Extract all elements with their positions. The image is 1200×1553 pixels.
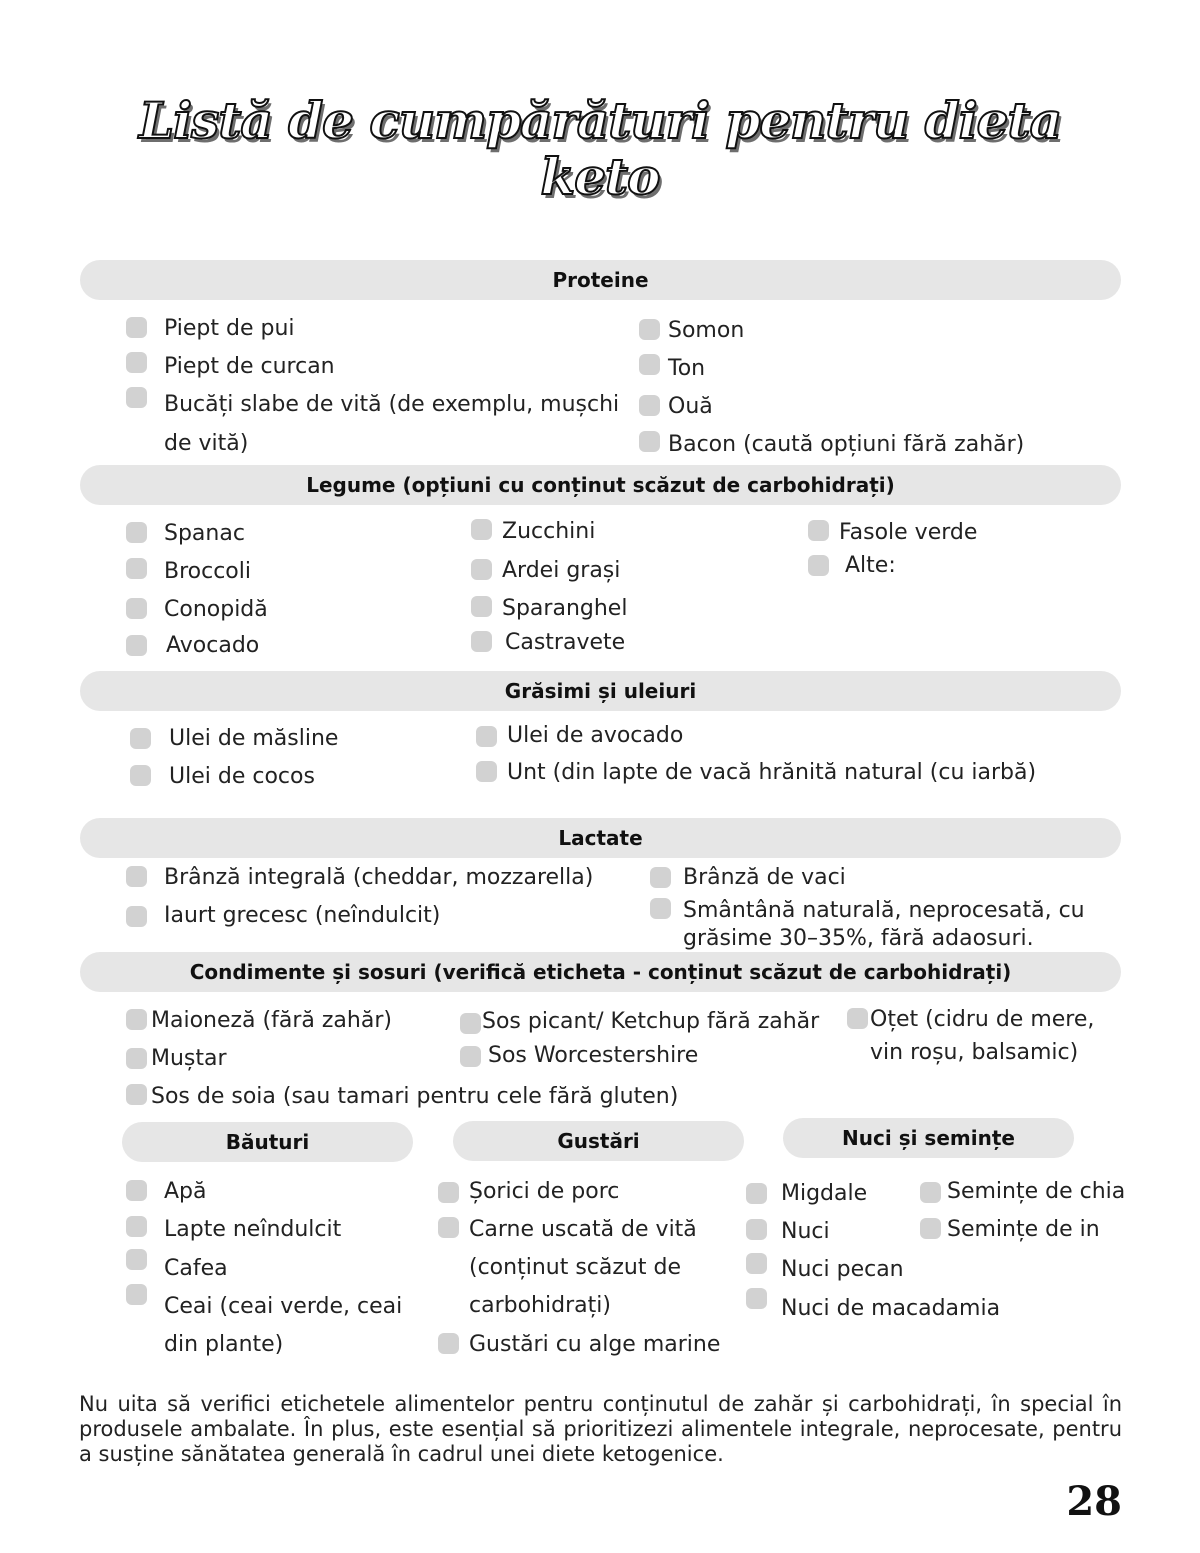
checkbox-fasole-verde[interactable]	[808, 520, 829, 541]
page-title-line-1: Listă de cumpărături pentru dieta	[139, 91, 1061, 150]
item-castravete: Castravete	[505, 630, 626, 655]
item-ceai-cont: din plante)	[164, 1332, 284, 1357]
item-piept-de-pui: Piept de pui	[164, 316, 295, 341]
footer-note: Nu uita să verifici etichetele alimentelor pentru conținutul de zahăr și carbohidrați, în special în produsele ambalate. În plus, este esențial să prioritizezi alimentele integrale, neprocesate, pentru a susține sănătatea generală în cadrul unei diete ketogenice.	[79, 1392, 1122, 1466]
item-otet: Oțet (cidru de mere,	[870, 1007, 1095, 1032]
item-ulei-cocos: Ulei de cocos	[169, 764, 315, 789]
checkbox-branza-vaci[interactable]	[650, 867, 671, 888]
section-heading-condimente: Condimente și sosuri (verifică eticheta - conținut scăzut de carbohidrați)	[80, 952, 1121, 992]
checkbox-ulei-masline[interactable]	[130, 728, 151, 749]
item-bucati-vita-cont: de vită)	[164, 431, 249, 456]
checkbox-somon[interactable]	[639, 319, 660, 340]
checkbox-sparanghel[interactable]	[471, 596, 492, 617]
section-heading-grasimi: Grăsimi și uleiuri	[80, 671, 1121, 711]
checkbox-seminte-chia[interactable]	[920, 1182, 941, 1203]
checkbox-piept-de-curcan[interactable]	[126, 352, 147, 373]
checkbox-mustar[interactable]	[126, 1048, 147, 1069]
checkbox-spanac[interactable]	[126, 522, 147, 543]
item-sos-picant: Sos picant/ Ketchup fără zahăr	[482, 1009, 820, 1034]
section-heading-lactate: Lactate	[80, 818, 1121, 858]
item-ceai: Ceai (ceai verde, ceai	[164, 1294, 403, 1319]
checkbox-alge-marine[interactable]	[438, 1333, 459, 1354]
checkbox-piept-de-pui[interactable]	[126, 317, 147, 338]
checkbox-sos-soia[interactable]	[126, 1084, 147, 1105]
page-title-line-2: keto	[540, 147, 660, 206]
item-alge-marine: Gustări cu alge marine	[469, 1332, 721, 1357]
checkbox-avocado[interactable]	[126, 635, 147, 656]
item-oua: Ouă	[668, 394, 713, 419]
item-unt: Unt (din lapte de vacă hrănită natural (cu iarbă)	[507, 760, 1037, 785]
item-smantana-cont: grăsime 30–35%, fără adaosuri.	[683, 926, 1034, 951]
checkbox-sorici[interactable]	[438, 1182, 459, 1203]
checkbox-apa[interactable]	[126, 1180, 147, 1201]
item-iaurt-grecesc: Iaurt grecesc (neîndulcit)	[164, 903, 441, 928]
item-somon: Somon	[668, 318, 745, 343]
item-otet-cont: vin roșu, balsamic)	[870, 1040, 1079, 1065]
item-mustar: Muștar	[151, 1046, 227, 1071]
checkbox-branza-integrala[interactable]	[126, 866, 147, 887]
checkbox-sos-worcestershire[interactable]	[460, 1046, 481, 1067]
section-heading-legume: Legume (opțiuni cu conținut scăzut de carbohidrați)	[80, 465, 1121, 505]
checkbox-iaurt-grecesc[interactable]	[126, 906, 147, 927]
item-spanac: Spanac	[164, 521, 245, 546]
checkbox-lapte[interactable]	[126, 1216, 147, 1237]
checkbox-broccoli[interactable]	[126, 558, 147, 579]
checkbox-maioneza[interactable]	[126, 1009, 147, 1030]
checkbox-oua[interactable]	[639, 395, 660, 416]
section-heading-bauturi: Băuturi	[122, 1122, 413, 1162]
item-nuci-macadamia: Nuci de macadamia	[781, 1296, 1001, 1321]
item-ardei-grasi: Ardei grași	[502, 558, 621, 583]
checkbox-seminte-in[interactable]	[920, 1218, 941, 1239]
checkbox-nuci-macadamia[interactable]	[746, 1288, 767, 1309]
checkbox-castravete[interactable]	[471, 631, 492, 652]
item-bucati-vita: Bucăți slabe de vită (de exemplu, mușchi	[164, 392, 620, 417]
checkbox-ceai[interactable]	[126, 1284, 147, 1305]
item-nuci: Nuci	[781, 1219, 830, 1244]
item-smantana: Smântână naturală, neprocesată, cu	[683, 898, 1085, 923]
item-sos-worcestershire: Sos Worcestershire	[488, 1043, 699, 1068]
checkbox-migdale[interactable]	[746, 1183, 767, 1204]
item-nuci-pecan: Nuci pecan	[781, 1257, 904, 1282]
item-sparanghel: Sparanghel	[502, 596, 628, 621]
checkbox-ton[interactable]	[639, 354, 660, 375]
item-maioneza: Maioneză (fără zahăr)	[151, 1008, 392, 1033]
section-heading-gustari: Gustări	[453, 1121, 744, 1161]
checkbox-otet[interactable]	[847, 1008, 868, 1029]
item-alte: Alte:	[845, 553, 896, 578]
checkbox-bucati-vita[interactable]	[126, 387, 147, 408]
checkbox-ulei-cocos[interactable]	[130, 765, 151, 786]
item-avocado: Avocado	[166, 633, 260, 658]
item-ulei-masline: Ulei de măsline	[169, 726, 339, 751]
checkbox-nuci[interactable]	[746, 1219, 767, 1240]
checkbox-sos-picant[interactable]	[460, 1013, 481, 1034]
item-carne-uscata-cont: (conținut scăzut de	[469, 1255, 681, 1280]
item-ton: Ton	[668, 356, 706, 381]
checkbox-unt[interactable]	[476, 761, 497, 782]
item-fasole-verde: Fasole verde	[839, 520, 978, 545]
checkbox-ardei-grasi[interactable]	[471, 559, 492, 580]
item-ulei-avocado: Ulei de avocado	[507, 723, 684, 748]
item-piept-de-curcan: Piept de curcan	[164, 354, 335, 379]
checkbox-ulei-avocado[interactable]	[476, 726, 497, 747]
item-apa: Apă	[164, 1179, 207, 1204]
item-zucchini: Zucchini	[502, 519, 596, 544]
item-migdale: Migdale	[781, 1181, 868, 1206]
item-carne-uscata: Carne uscată de vită	[469, 1217, 697, 1242]
item-sos-soia: Sos de soia (sau tamari pentru cele fără gluten)	[151, 1084, 679, 1109]
item-conopida: Conopidă	[164, 597, 268, 622]
checkbox-alte[interactable]	[808, 555, 829, 576]
item-seminte-chia: Semințe de chia	[947, 1179, 1126, 1204]
checkbox-nuci-pecan[interactable]	[746, 1253, 767, 1274]
item-branza-vaci: Brânză de vaci	[683, 865, 846, 890]
item-carne-uscata-cont2: carbohidrați)	[469, 1293, 611, 1318]
item-sorici: Șorici de porc	[469, 1179, 620, 1204]
item-branza-integrala: Brânză integrală (cheddar, mozzarella)	[164, 865, 594, 890]
section-heading-nuci: Nuci și semințe	[783, 1118, 1074, 1158]
checkbox-bacon[interactable]	[639, 431, 660, 452]
item-seminte-in: Semințe de in	[947, 1217, 1100, 1242]
item-cafea: Cafea	[164, 1256, 228, 1281]
checkbox-smantana[interactable]	[650, 898, 671, 919]
checkbox-carne-uscata[interactable]	[438, 1217, 459, 1238]
item-lapte: Lapte neîndulcit	[164, 1217, 342, 1242]
item-bacon: Bacon (caută opțiuni fără zahăr)	[668, 432, 1025, 457]
item-broccoli: Broccoli	[164, 559, 251, 584]
checkbox-conopida[interactable]	[126, 598, 147, 619]
checkbox-cafea[interactable]	[126, 1249, 147, 1270]
page-number: 28	[1066, 1478, 1122, 1525]
checkbox-zucchini[interactable]	[471, 519, 492, 540]
section-heading-proteine: Proteine	[80, 260, 1121, 300]
